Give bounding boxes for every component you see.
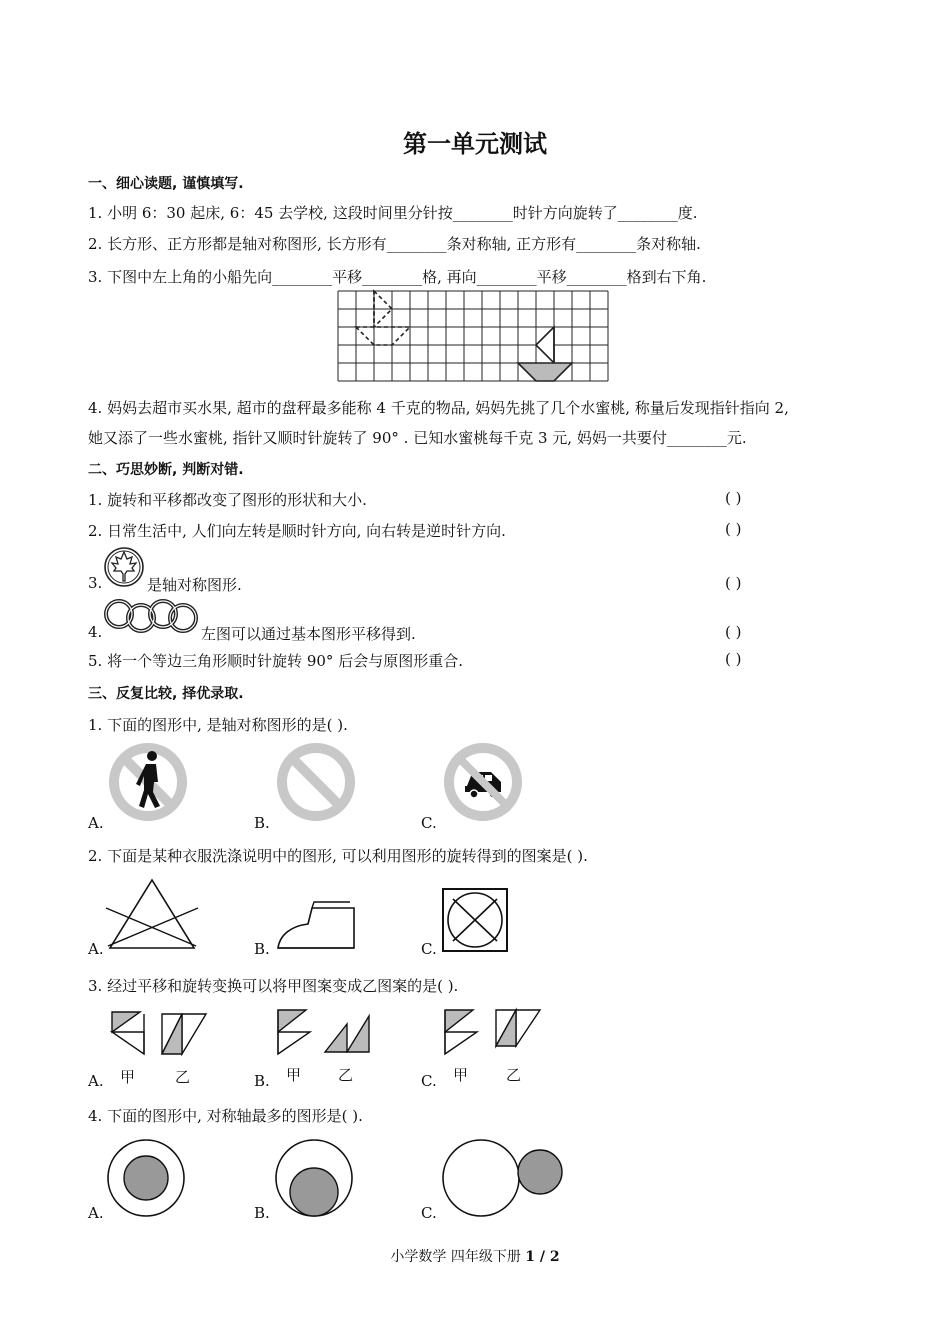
option-a-shape-jia <box>110 1010 150 1056</box>
page-title: 第一单元测试 <box>403 130 547 158</box>
option-c-yi-label: 乙 <box>506 1066 522 1084</box>
fill-question-3: 3. 下图中左上角的小船先向________平移________格, 再向________平移________格到右下角. <box>88 268 707 286</box>
option-b-jia-label: 甲 <box>286 1066 302 1084</box>
choice-question-4: 4. 下面的图形中, 对称轴最多的图形是( ). <box>88 1107 363 1125</box>
option-b-yi-label: 乙 <box>338 1066 354 1084</box>
option-c-shape-yi <box>494 1008 544 1048</box>
option-c-label-4: C. <box>421 1204 437 1222</box>
judge-question-2: 2. 日常生活中, 人们向左转是顺时针方向, 向右转是逆时针方向. <box>88 522 506 540</box>
concentric-circles-icon <box>106 1138 186 1218</box>
fill-question-2: 2. 长方形、正方形都是轴对称图形, 长方形有________条对称轴, 正方形有________条对称轴. <box>88 235 701 253</box>
fill-question-4-line-1: 4. 妈妈去超市买水果, 超市的盘秤最多能称 4 千克的物品, 妈妈先挑了几个水蜜桃, 称量后发现指针指向 2, <box>88 399 789 417</box>
prohibition-sign-icon <box>276 742 356 822</box>
no-pedestrian-sign-icon <box>108 742 188 822</box>
footer-text: 小学数学 四年级下册 <box>390 1249 526 1265</box>
page-footer <box>0 1246 950 1266</box>
option-c-label-3: C. <box>421 1072 437 1090</box>
maple-leaf-circle-icon <box>103 546 145 588</box>
crossed-triangle-icon <box>104 878 200 952</box>
inner-tangent-circles-icon <box>274 1138 354 1218</box>
option-c-label: C. <box>421 814 437 832</box>
option-a-yi-label: 乙 <box>175 1068 191 1086</box>
answer-paren-1[interactable]: ( ) <box>725 489 742 507</box>
boat-grid-figure <box>338 291 612 385</box>
crossed-circle-square-icon <box>441 887 511 955</box>
option-b-label: B. <box>254 814 270 832</box>
option-b-label-3: B. <box>254 1072 270 1090</box>
answer-paren-3[interactable]: ( ) <box>725 574 742 592</box>
judge-question-3-number: 3. <box>88 574 103 592</box>
option-b-label-2: B. <box>254 940 270 958</box>
section-2-heading: 二、巧思妙断, 判断对错. <box>88 462 244 478</box>
fill-question-4-line-2: 她又添了一些水蜜桃, 指针又顺时针旋转了 90° . 已知水蜜桃每千克 3 元, 妈妈一共要付________元. <box>88 429 747 447</box>
answer-paren-5[interactable]: ( ) <box>725 650 742 668</box>
choice-question-2: 2. 下面是某种衣服洗涤说明中的图形, 可以利用图形的旋转得到的图案是( ). <box>88 847 588 865</box>
judge-question-3-text: 是轴对称图形. <box>147 576 242 594</box>
section-1-heading: 一、细心读题, 谨慎填写. <box>88 176 244 192</box>
option-a-jia-label: 甲 <box>120 1068 136 1086</box>
judge-question-4-text: 左图可以通过基本图形平移得到. <box>201 625 416 643</box>
option-a-label: A. <box>88 814 104 832</box>
option-a-label-2: A. <box>88 940 104 958</box>
dashed-boat <box>356 291 410 345</box>
option-c-jia-label: 甲 <box>453 1066 469 1084</box>
answer-paren-4[interactable]: ( ) <box>725 623 742 641</box>
page-number: 1 / 2 <box>525 1249 560 1265</box>
answer-paren-2[interactable]: ( ) <box>725 520 742 538</box>
option-b-shape-jia <box>276 1008 318 1056</box>
option-a-label-3: A. <box>88 1072 104 1090</box>
judge-question-4-number: 4. <box>88 623 103 641</box>
interlocking-rings-icon <box>103 597 199 637</box>
judge-question-5: 5. 将一个等边三角形顺时针旋转 90° 后会与原图形重合. <box>88 652 463 670</box>
option-b-shape-yi <box>323 1014 373 1054</box>
judge-question-1: 1. 旋转和平移都改变了图形的形状和大小. <box>88 491 367 509</box>
no-car-sign-icon <box>443 742 523 822</box>
choice-question-3: 3. 经过平移和旋转变换可以将甲图案变成乙图案的是( ). <box>88 977 459 995</box>
option-b-label-4: B. <box>254 1204 270 1222</box>
iron-icon <box>270 898 358 954</box>
option-c-label-2: C. <box>421 940 437 958</box>
option-a-shape-yi <box>160 1010 210 1056</box>
solid-boat <box>518 327 572 381</box>
option-c-shape-jia <box>443 1008 485 1056</box>
section-3-heading: 三、反复比较, 择优录取. <box>88 686 244 702</box>
choice-question-1: 1. 下面的图形中, 是轴对称图形的是( ). <box>88 716 348 734</box>
outer-tangent-circles-icon <box>441 1138 567 1218</box>
option-a-label-4: A. <box>88 1204 104 1222</box>
fill-question-1: 1. 小明 6：30 起床, 6：45 去学校, 这段时间里分针按________时针方向旋转了________度. <box>88 204 698 222</box>
